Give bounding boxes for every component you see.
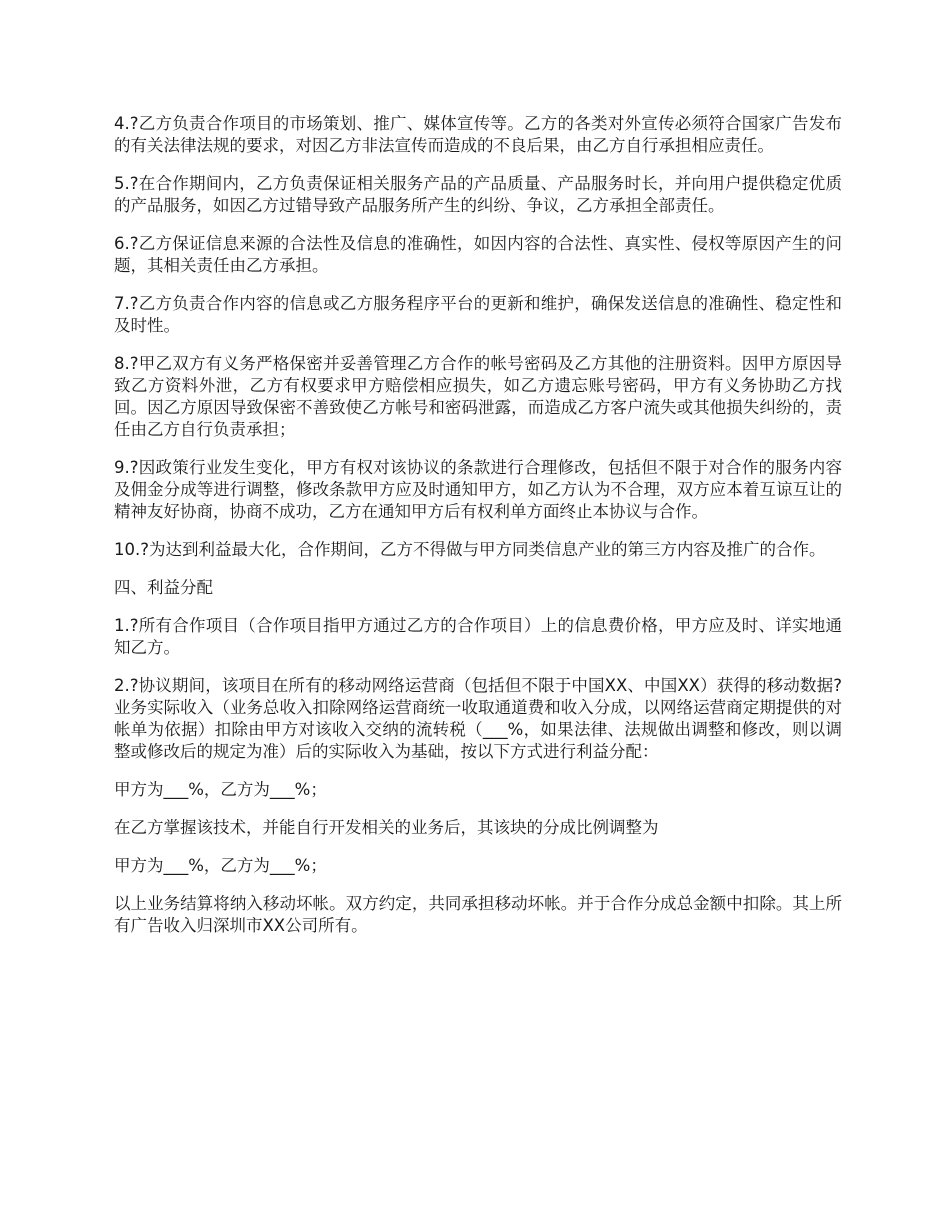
profit-clause-2: 2.?协议期间，该项目在所有的移动网络运营商（包括但不限于中国XX、中国XX）获得的移动数据?业务实际收入（业务总收入扣除网络运营商统一收取通道费和收入分成，以网络运营商定期提供的对帐单为依据）扣除由甲方对该收入交纳的流转税（___%，如果法律、法规做出调整和修改，则以调整或修改后的规定为准）后的实际收入为基础，按以下方式进行利益分配： xyxy=(114,676,842,761)
share-ratio-line: 甲方为___%，乙方为___%； xyxy=(114,780,327,799)
share-ratio-line-adjusted: 甲方为___%，乙方为___%； xyxy=(114,856,327,875)
clause-4: 4.?乙方负责合作项目的市场策划、推广、媒体宣传等。乙方的各类对外宣传必须符合国家广告发布的有关法律法规的要求，对因乙方非法宣传而造成的不良后果，由乙方自行承担相应责任。 xyxy=(114,114,842,155)
clause-9: 9.?因政策行业发生变化，甲方有权对该协议的条款进行合理修改，包括但不限于对合作的服务内容及佣金分成等进行调整，修改条款甲方应及时通知甲方，如乙方认为不合理，双方应本着互谅互让的精神友好协商，协商不成功，乙方在通知甲方后有权利单方面终止本协议与合作。 xyxy=(114,458,842,521)
clause-8: 8.?甲乙双方有义务严格保密并妥善管理乙方合作的帐号密码及乙方其他的注册资料。因甲方原因导致乙方资料外泄，乙方有权要求甲方赔偿相应损失，如乙方遗忘账号密码，甲方有义务协助乙方找回。因乙方原因导致保密不善致使乙方帐号和密码泄露，而造成乙方客户流失或其他损失纠纷的，责任由乙方自行负责承担； xyxy=(114,354,842,439)
document-body xyxy=(114,113,842,937)
ratio-adjustment-note: 在乙方掌握该技术，并能自行开发相关的业务后，其该块的分成比例调整为 xyxy=(114,818,659,837)
section-heading-profit-distribution: 四、利益分配 xyxy=(114,578,213,597)
clause-10: 10.?为达到利益最大化，合作期间，乙方不得做与甲方同类信息产业的第三方内容及推广的合作。 xyxy=(114,540,826,559)
profit-clause-1: 1.?所有合作项目（合作项目指甲方通过乙方的合作项目）上的信息费价格，甲方应及时、详实地通知乙方。 xyxy=(114,616,842,657)
clause-6: 6.?乙方保证信息来源的合法性及信息的准确性，如因内容的合法性、真实性、侵权等原因产生的问题，其相关责任由乙方承担。 xyxy=(114,234,842,275)
clause-5: 5.?在合作期间内，乙方负责保证相关服务产品的产品质量、产品服务时长，并向用户提供稳定优质的产品服务，如因乙方过错导致产品服务所产生的纠纷、争议，乙方承担全部责任。 xyxy=(114,174,842,215)
clause-7: 7.?乙方负责合作内容的信息或乙方服务程序平台的更新和维护，确保发送信息的准确性、稳定性和及时性。 xyxy=(114,294,842,335)
settlement-note: 以上业务结算将纳入移动坏帐。双方约定，共同承担移动坏帐。并于合作分成总金额中扣除。其上所有广告收入归深圳市XX公司所有。 xyxy=(114,894,842,935)
